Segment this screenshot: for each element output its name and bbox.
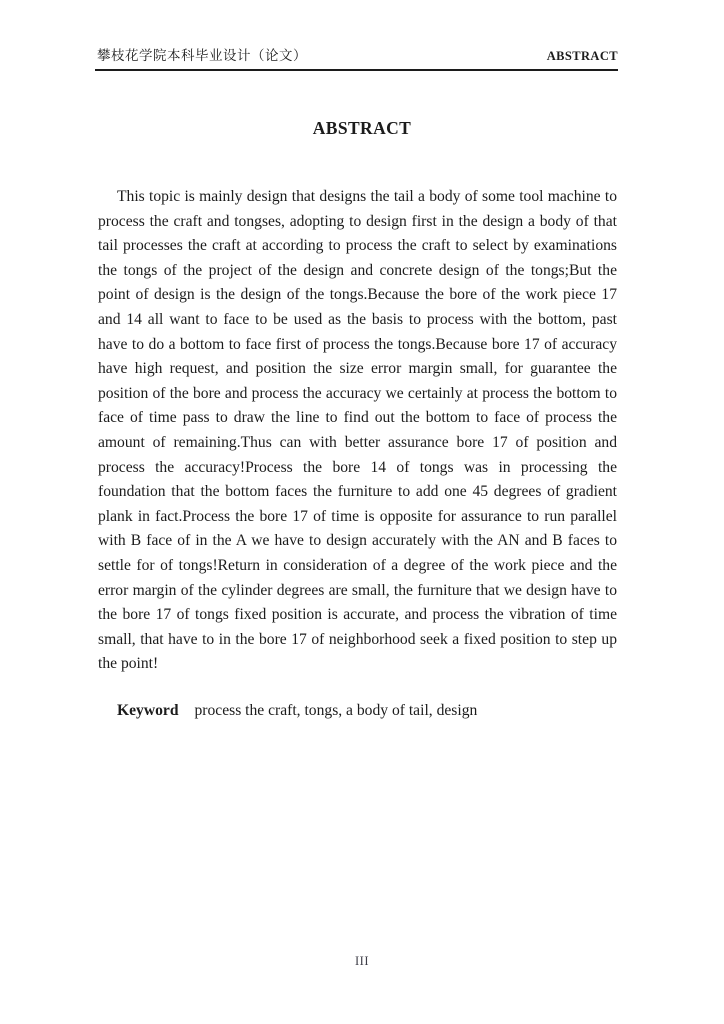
header-left-text: 攀枝花学院本科毕业设计（论文） [97, 48, 307, 63]
abstract-title: ABSTRACT [312, 118, 412, 138]
keyword-label: Keyword [117, 702, 179, 719]
header-divider [95, 69, 618, 71]
keyword-line [117, 699, 617, 723]
page-header [97, 44, 618, 64]
keyword-value: process the craft, tongs, a body of tail, design [194, 702, 478, 719]
header-right-text: ABSTRACT [546, 49, 618, 63]
abstract-body-paragraph: This topic is mainly design that designs the tail a body of some tool machine to process the craft and tongses, adopting to design first in the design a body of that tail processes the craft at according to process the craft to select by examinations the tongs of the project of the design and concrete design of the tongs;But the point of design is the design of the tongs.Because the bore of the work piece 17 and 14 all want to face to be used as the basis to process with the bottom, past have to do a bottom to face first of process the tongs.Because bore 17 of accuracy have high request, and position the size error margin small, for guarantee the position of the bore and process the accuracy we certainly at process the bottom to face of time pass to draw the line to find out the bottom to face of process the amount of remaining.Thus can with better assurance bore 17 of position and process the accuracy!Process the bore 14 of tongs was in processing the foundation that the bottom faces the furniture to add one 45 degrees of gradient plank in fact.Process the bore 17 of time is opposite for assurance to run parallel with B face of in the A we have to design accurately with the AN and B faces to settle for of tongs!Return in consideration of a degree of the work piece and the error margin of the cylinder degrees are small, the furniture that we design have to the bore 17 of tongs fixed position is accurate, and process the vibration of time small, that have to in the bore 17 of neighborhood seek a fixed position to step up the point! [98, 188, 617, 673]
page-number: III [355, 954, 369, 968]
